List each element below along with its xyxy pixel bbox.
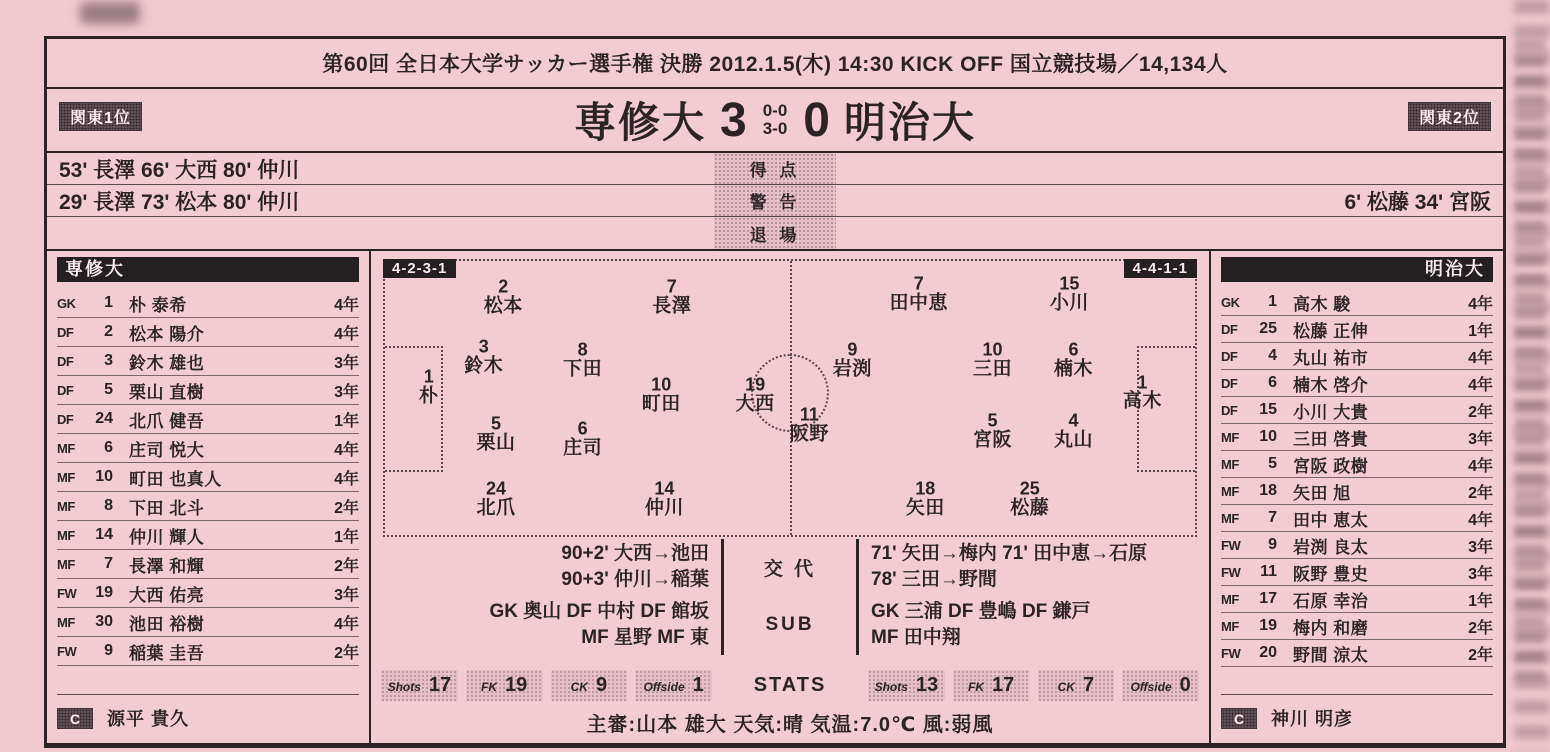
pitch-player-name: 下田 xyxy=(563,358,603,380)
player-position: DF xyxy=(57,353,74,369)
home-bench xyxy=(381,599,721,650)
player-row xyxy=(57,376,359,405)
officials-line: 主審:山本 雄大 天気:晴 気温:7.0℃ 風:弱風 xyxy=(586,714,994,736)
coach-badge: C xyxy=(57,708,93,729)
stat-box xyxy=(868,670,945,701)
background-smudge xyxy=(80,2,140,24)
coach-badge: C xyxy=(1221,708,1257,729)
player-number: 30 xyxy=(95,613,113,630)
pitch-player-name: 田中恵 xyxy=(889,292,949,314)
player-row xyxy=(1221,613,1493,640)
event-away-text: 6' 松藤 34' 宮阪 xyxy=(1344,190,1491,214)
pitch-player-name: 岩渕 xyxy=(832,358,872,380)
event-type-label: 得 点 xyxy=(714,153,836,184)
pitch-player xyxy=(1010,480,1049,519)
scoreboard xyxy=(47,89,1503,153)
event-home-text: 53' 長澤 66' 大西 80' 仲川 xyxy=(59,158,300,182)
player-row xyxy=(1221,478,1493,505)
away-coach-name: 神川 明彦 xyxy=(1271,709,1354,729)
player-name: 大西 佑亮 xyxy=(129,585,205,605)
player-year: 4年 xyxy=(334,296,359,314)
player-position: MF xyxy=(57,527,75,543)
substitutions-label: 交 代 xyxy=(721,539,859,595)
event-away-text xyxy=(836,217,1503,249)
bench-label: SUB xyxy=(721,595,859,655)
player-number: 9 xyxy=(104,642,113,659)
player-name: 高木 駿 xyxy=(1293,294,1351,314)
player-year: 2年 xyxy=(1468,646,1493,664)
stat-label: FK xyxy=(968,680,984,694)
player-year: 4年 xyxy=(1468,295,1493,313)
pitch-player-name: 三田 xyxy=(972,358,1013,380)
player-position: GK xyxy=(1221,294,1240,310)
pitch-player-name: 小川 xyxy=(1049,292,1089,314)
player-name: 北爪 健吾 xyxy=(129,411,205,431)
player-row xyxy=(57,318,359,347)
stat-label: Shots xyxy=(874,680,908,694)
player-position: GK xyxy=(57,295,76,311)
pitch-player xyxy=(419,368,439,407)
home-team-name: 専修大 xyxy=(573,99,706,146)
event-row xyxy=(47,153,1503,185)
background-text-bleed-column xyxy=(1515,40,1545,680)
pitch-player xyxy=(464,337,503,376)
stat-box xyxy=(551,670,628,701)
stat-box xyxy=(1122,670,1199,701)
pitch-player xyxy=(645,480,684,519)
player-name: 下田 北斗 xyxy=(129,498,205,518)
player-row xyxy=(57,434,359,463)
player-number: 7 xyxy=(1268,509,1277,526)
away-substitutions xyxy=(859,541,1199,592)
player-row xyxy=(57,637,359,666)
player-name: 三田 啓貴 xyxy=(1293,429,1369,449)
pitch-player-number: 8 xyxy=(577,339,588,360)
pitch-player-number: 1 xyxy=(1137,372,1148,393)
player-name: 長澤 和輝 xyxy=(129,556,205,576)
player-number: 6 xyxy=(1268,374,1277,391)
player-year: 1年 xyxy=(334,528,359,546)
player-number: 5 xyxy=(1268,455,1277,472)
player-row xyxy=(1221,289,1493,316)
event-away-text xyxy=(836,153,1503,184)
away-coach-row xyxy=(1221,694,1493,731)
match-report-box xyxy=(44,36,1506,748)
away-roster xyxy=(1211,251,1503,743)
home-roster xyxy=(47,251,369,743)
pitch-player xyxy=(642,376,681,415)
player-position: FW xyxy=(1221,537,1241,553)
halftime-first-half: 0-0 xyxy=(762,101,788,121)
player-year: 3年 xyxy=(1468,430,1493,448)
player-year: 3年 xyxy=(334,586,359,604)
events-table xyxy=(47,153,1503,251)
pitch-player-name: 鈴木 xyxy=(464,355,504,377)
player-name: 野間 涼太 xyxy=(1293,645,1369,665)
pitch-player xyxy=(790,406,829,445)
player-year: 4年 xyxy=(1468,511,1493,529)
pitch-player-name: 松藤 xyxy=(1010,497,1050,519)
player-year: 4年 xyxy=(334,325,359,343)
player-number: 19 xyxy=(1259,617,1277,634)
pitch-player xyxy=(476,480,515,519)
player-name: 梅内 和磨 xyxy=(1293,618,1369,638)
player-name: 栗山 直樹 xyxy=(129,382,205,402)
away-score: 0 xyxy=(803,93,830,147)
player-year: 2年 xyxy=(334,499,359,517)
player-row xyxy=(57,347,359,376)
player-year: 1年 xyxy=(334,412,359,430)
halftime-second-half: 3-0 xyxy=(762,119,788,138)
home-score: 3 xyxy=(720,93,747,147)
player-name: 松藤 正伸 xyxy=(1293,321,1369,341)
player-name: 矢田 旭 xyxy=(1293,483,1351,503)
player-row xyxy=(57,289,359,318)
pitch-diagram xyxy=(383,259,1197,537)
match-detail-body xyxy=(47,251,1503,743)
player-number: 7 xyxy=(104,555,113,572)
stat-label: FK xyxy=(481,680,497,694)
player-row xyxy=(57,608,359,637)
stat-value: 0 xyxy=(1179,674,1191,696)
player-year: 3年 xyxy=(334,383,359,401)
pitch-player-name: 町田 xyxy=(641,393,681,415)
stat-value: 17 xyxy=(992,674,1015,696)
player-year: 2年 xyxy=(334,557,359,575)
player-year: 4年 xyxy=(1468,457,1493,475)
player-name: 町田 也真人 xyxy=(129,469,222,489)
player-position: MF xyxy=(1221,618,1239,634)
score-line xyxy=(574,90,976,150)
player-name: 松本 陽介 xyxy=(129,324,205,344)
player-position: MF xyxy=(57,440,75,456)
player-number: 5 xyxy=(104,381,113,398)
bench-section xyxy=(381,595,1199,655)
player-position: MF xyxy=(57,614,75,630)
player-year: 2年 xyxy=(1468,619,1493,637)
away-stats xyxy=(868,670,1199,701)
player-row xyxy=(1221,343,1493,370)
player-number: 25 xyxy=(1259,320,1277,337)
player-name: 池田 裕樹 xyxy=(129,614,205,634)
pitch-player-number: 24 xyxy=(485,478,506,499)
player-position: DF xyxy=(57,324,74,340)
player-number: 19 xyxy=(95,584,113,601)
pitch-player-number: 2 xyxy=(498,276,509,297)
pitch-player-number: 18 xyxy=(915,478,936,499)
player-position: FW xyxy=(1221,645,1241,661)
pitch-player xyxy=(973,340,1012,379)
pitch-player-name: 仲川 xyxy=(644,497,684,519)
pitch-player-name: 北爪 xyxy=(476,497,516,519)
pitch-player-name: 庄司 xyxy=(563,437,603,459)
player-row xyxy=(1221,532,1493,559)
event-type-label: 警 告 xyxy=(714,185,836,216)
player-name: 宮阪 政樹 xyxy=(1293,456,1369,476)
pitch-player-name: 大西 xyxy=(735,393,775,415)
home-stats xyxy=(381,670,712,701)
pitch-player-name: 松本 xyxy=(483,295,523,317)
stat-label: CK xyxy=(570,680,588,694)
stat-value: 7 xyxy=(1082,674,1095,696)
home-player-list xyxy=(57,289,359,666)
pitch-player xyxy=(973,411,1012,450)
stat-box xyxy=(1038,670,1115,701)
stat-label: Offside xyxy=(1130,680,1172,694)
player-row xyxy=(57,521,359,550)
pitch-player-name: 栗山 xyxy=(476,432,516,454)
pitch-player-name: 丸山 xyxy=(1053,429,1094,451)
player-name: 鈴木 雄也 xyxy=(129,353,205,373)
player-year: 4年 xyxy=(334,615,359,633)
player-year: 4年 xyxy=(1468,376,1493,394)
player-position: MF xyxy=(1221,429,1239,445)
pitch-player xyxy=(1054,340,1093,379)
event-home-text xyxy=(47,217,714,249)
player-row xyxy=(1221,370,1493,397)
player-number: 14 xyxy=(95,526,113,543)
pitch-player-number: 15 xyxy=(1059,273,1080,294)
player-row xyxy=(1221,397,1493,424)
match-title: 第60回 全日本大学サッカー選手権 決勝 2012.1.5(木) 14:30 KICK OFF 国立競技場／14,134人 xyxy=(47,39,1503,89)
halftime-scores xyxy=(763,102,788,138)
player-position: DF xyxy=(57,411,74,427)
player-position: FW xyxy=(57,643,77,659)
pitch-player xyxy=(736,376,775,415)
home-formation-badge: 4-2-3-1 xyxy=(383,259,456,278)
player-name: 仲川 輝人 xyxy=(129,527,205,547)
player-row xyxy=(1221,316,1493,343)
player-row xyxy=(57,579,359,608)
player-number: 2 xyxy=(104,323,113,340)
stats-section xyxy=(381,670,1199,701)
player-row xyxy=(1221,424,1493,451)
player-position: MF xyxy=(1221,483,1239,499)
bench-line: MF 星野 MF 東 xyxy=(581,627,709,648)
player-position: DF xyxy=(1221,348,1238,364)
home-rank-badge: 関東1位 xyxy=(59,102,142,131)
player-year: 3年 xyxy=(1468,538,1493,556)
player-name: 石原 幸治 xyxy=(1293,591,1369,611)
player-row xyxy=(1221,559,1493,586)
stat-value: 1 xyxy=(692,674,704,696)
pitch-player-number: 14 xyxy=(654,478,675,499)
player-number: 10 xyxy=(1259,428,1277,445)
player-row xyxy=(1221,640,1493,667)
player-year: 2年 xyxy=(1468,484,1493,502)
player-row xyxy=(57,492,359,521)
player-number: 1 xyxy=(104,294,113,311)
player-position: MF xyxy=(1221,456,1239,472)
stat-label: Shots xyxy=(387,680,421,694)
player-name: 稲葉 圭吾 xyxy=(129,643,205,663)
pitch-player xyxy=(906,480,945,519)
pitch-player-number: 9 xyxy=(847,339,858,360)
player-number: 17 xyxy=(1259,590,1277,607)
pitch-player-name: 長澤 xyxy=(652,295,692,317)
player-name: 小川 大貴 xyxy=(1293,402,1369,422)
pitch-player-number: 5 xyxy=(490,413,501,434)
pitch-player xyxy=(652,277,691,316)
event-row xyxy=(47,185,1503,217)
away-formation-badge: 4-4-1-1 xyxy=(1124,259,1197,278)
pitch-player-name: 矢田 xyxy=(905,497,945,519)
pitch-player xyxy=(1050,274,1089,313)
pitch-player-number: 4 xyxy=(1068,410,1079,431)
player-row xyxy=(1221,586,1493,613)
player-number: 15 xyxy=(1259,401,1277,418)
player-number: 6 xyxy=(104,439,113,456)
pitch-player xyxy=(1123,373,1162,412)
away-team-name: 明治大 xyxy=(843,99,976,146)
player-row xyxy=(57,463,359,492)
event-home-text: 29' 長澤 73' 松本 80' 仲川 xyxy=(59,190,300,214)
player-year: 3年 xyxy=(1468,565,1493,583)
home-substitutions xyxy=(381,541,721,592)
player-row xyxy=(57,550,359,579)
home-coach-name: 源平 貴久 xyxy=(107,709,190,729)
away-bench xyxy=(859,599,1199,650)
player-number: 24 xyxy=(95,410,113,427)
pitch-player xyxy=(1054,411,1093,450)
pitch-player xyxy=(833,340,872,379)
pitch-player-name: 楠木 xyxy=(1053,358,1094,380)
player-row xyxy=(1221,505,1493,532)
player-year: 3年 xyxy=(334,354,359,372)
player-position: FW xyxy=(57,585,77,601)
player-position: FW xyxy=(1221,564,1241,580)
pitch-player xyxy=(476,414,515,453)
player-number: 18 xyxy=(1259,482,1277,499)
player-number: 8 xyxy=(104,497,113,514)
player-year: 2年 xyxy=(1468,403,1493,421)
player-position: DF xyxy=(1221,321,1238,337)
player-number: 11 xyxy=(1260,563,1277,580)
stat-box xyxy=(466,670,543,701)
player-year: 4年 xyxy=(334,441,359,459)
pitch-player-name: 阪野 xyxy=(789,423,829,445)
bench-line: MF 田中翔 xyxy=(871,627,961,648)
away-player-list xyxy=(1221,289,1493,667)
player-name: 丸山 祐市 xyxy=(1293,348,1369,368)
pitch-player-number: 7 xyxy=(666,276,677,297)
pitch-player-number: 6 xyxy=(1068,339,1079,360)
stat-value: 13 xyxy=(915,674,939,696)
pitch-player-name: 宮阪 xyxy=(972,429,1013,451)
stats-title: STATS xyxy=(753,674,827,696)
center-column xyxy=(369,251,1211,743)
pitch-player-name: 朴 xyxy=(418,385,439,407)
pitch-player xyxy=(484,277,523,316)
pitch-player-number: 6 xyxy=(577,418,588,439)
substitutions-section xyxy=(381,539,1199,595)
pitch-player xyxy=(563,420,602,459)
pitch-player-number: 19 xyxy=(745,374,766,395)
player-number: 20 xyxy=(1259,644,1277,661)
player-year: 1年 xyxy=(1468,322,1493,340)
pitch-player-number: 11 xyxy=(799,404,819,425)
pitch-player-number: 7 xyxy=(913,273,924,294)
home-roster-header: 専修大 xyxy=(57,257,359,282)
away-roster-header: 明治大 xyxy=(1221,257,1493,282)
event-type-label: 退 場 xyxy=(714,217,836,249)
stat-box xyxy=(635,670,712,701)
event-row xyxy=(47,217,1503,249)
pitch-player-number: 5 xyxy=(987,410,998,431)
player-position: DF xyxy=(1221,402,1238,418)
player-number: 4 xyxy=(1268,347,1277,364)
stat-label: Offside xyxy=(643,680,685,694)
bench-line: GK 三浦 DF 豊嶋 DF 鎌戸 xyxy=(871,601,1091,623)
away-rank-badge: 関東2位 xyxy=(1408,102,1491,131)
substitution-line: 90+2' 大西→池田 xyxy=(561,543,709,565)
player-position: MF xyxy=(57,556,75,572)
player-name: 田中 恵太 xyxy=(1293,510,1369,530)
stat-value: 17 xyxy=(428,674,452,696)
player-position: MF xyxy=(1221,591,1239,607)
player-position: MF xyxy=(57,469,75,485)
substitution-line: 90+3' 仲川→稲葉 xyxy=(561,569,709,590)
player-number: 3 xyxy=(104,352,113,369)
player-name: 朴 泰希 xyxy=(129,295,187,315)
player-position: MF xyxy=(57,498,75,514)
substitution-line: 78' 三田→野間 xyxy=(871,569,997,590)
player-year: 4年 xyxy=(334,470,359,488)
pitch-player-number: 3 xyxy=(478,336,489,357)
home-goal-area xyxy=(385,346,443,472)
player-row xyxy=(57,405,359,434)
stat-box xyxy=(953,670,1030,701)
pitch-player-number: 25 xyxy=(1019,478,1040,499)
stat-value: 9 xyxy=(595,674,608,696)
pitch-player-name: 高木 xyxy=(1122,390,1162,412)
player-position: DF xyxy=(1221,375,1238,391)
pitch-player xyxy=(890,274,949,313)
player-row xyxy=(1221,451,1493,478)
player-position: MF xyxy=(1221,510,1239,526)
home-coach-row xyxy=(57,694,359,731)
bench-line: GK 奥山 DF 中村 DF 館坂 xyxy=(489,601,709,623)
player-year: 2年 xyxy=(334,644,359,662)
pitch-player-number: 10 xyxy=(982,339,1003,360)
player-name: 阪野 豊史 xyxy=(1293,564,1369,584)
player-number: 10 xyxy=(95,468,113,485)
player-name: 庄司 悦大 xyxy=(129,440,205,460)
pitch-player xyxy=(563,340,602,379)
player-name: 楠木 啓介 xyxy=(1293,375,1369,395)
player-number: 1 xyxy=(1268,293,1277,310)
stat-box xyxy=(381,670,458,701)
player-number: 9 xyxy=(1268,536,1277,553)
pitch-player-number: 1 xyxy=(423,366,434,387)
player-year: 4年 xyxy=(1468,349,1493,367)
substitution-line: 71' 矢田→梅内 71' 田中恵→石原 xyxy=(871,543,1148,565)
stat-value: 19 xyxy=(505,674,528,696)
stat-label: CK xyxy=(1057,680,1075,694)
player-year: 1年 xyxy=(1468,592,1493,610)
pitch-player-number: 10 xyxy=(651,374,672,395)
player-name: 岩渕 良太 xyxy=(1293,537,1369,557)
player-position: DF xyxy=(57,382,74,398)
